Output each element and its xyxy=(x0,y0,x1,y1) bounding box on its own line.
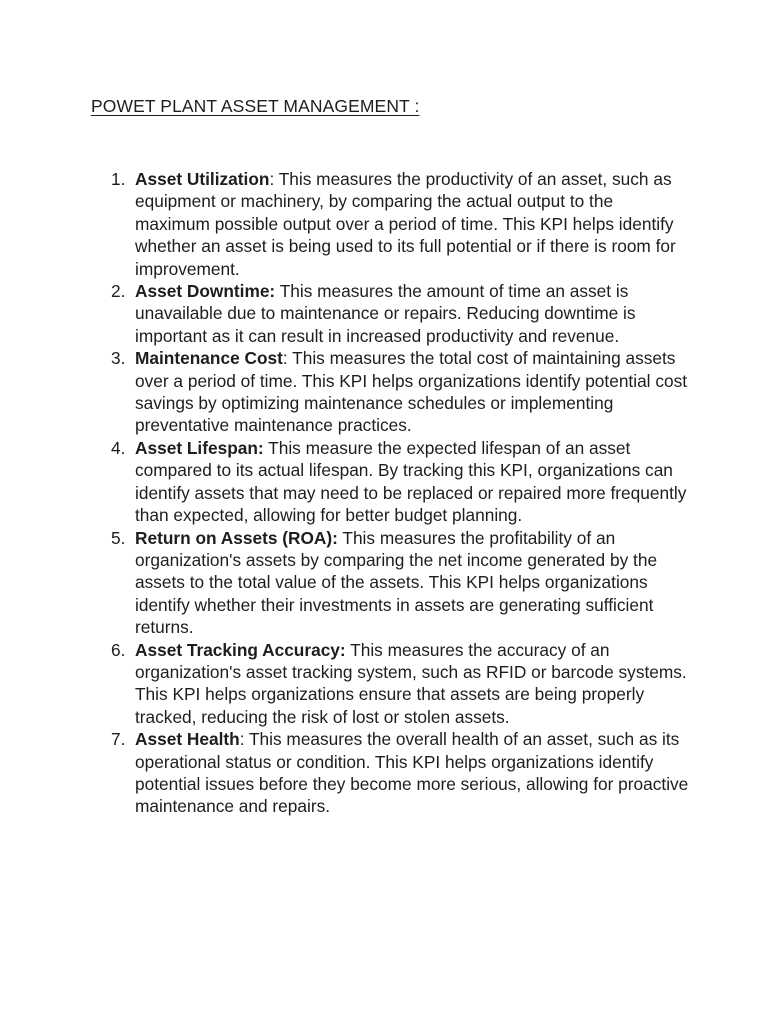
kpi-name: Asset Lifespan: xyxy=(135,437,264,458)
kpi-description: : This measures the overall health of an asset, such as its operational status or condition. This KPI helps organizations identify potential issues before they become more serious, allowing for proactive maintenance and repairs. xyxy=(135,729,689,817)
list-number: 5. xyxy=(111,527,126,548)
kpi-name: Maintenance Cost xyxy=(135,348,283,369)
document-title: POWET PLANT ASSET MANAGEMENT : xyxy=(91,96,420,116)
list-number: 2. xyxy=(111,281,126,302)
list-number: 7. xyxy=(111,729,126,750)
list-number: 1. xyxy=(111,169,126,189)
kpi-list xyxy=(111,168,691,818)
kpi-description: This measures the profitability of an organization's assets by comparing the net income generated by the assets to the total value of the assets. This KPI helps organizations identify whether their investments in assets are generating sufficient returns. xyxy=(135,527,658,638)
kpi-item-return-on-assets xyxy=(111,527,691,639)
kpi-item-asset-tracking-accuracy xyxy=(111,639,691,729)
kpi-description: : This measures the total cost of maintaining assets over a period of time. This KPI helps organizations identify potential cost savings by optimizing maintenance schedules or implementing preventative maintenance practices. xyxy=(135,348,688,436)
kpi-name: Asset Tracking Accuracy: xyxy=(135,639,346,660)
kpi-item-asset-lifespan xyxy=(111,437,691,527)
kpi-description: This measures the accuracy of an organization's asset tracking system, such as RFID or barcode systems. This KPI helps organizations ensure that assets are being properly tracked, reducing the risk of lost or stolen assets. xyxy=(135,639,687,727)
kpi-description: This measure the expected lifespan of an asset compared to its actual lifespan. By tracking this KPI, organizations can identify assets that may need to be replaced or repaired more frequently than expected, allowing for better budget planning. xyxy=(135,437,687,526)
kpi-description: This measures the amount of time an asset is unavailable due to maintenance or repairs. Reducing downtime is important as it can result in increased productivity and revenue. xyxy=(135,281,636,346)
kpi-name: Return on Assets (ROA): xyxy=(135,527,338,548)
kpi-item-maintenance-cost xyxy=(111,347,691,437)
list-number: 6. xyxy=(111,639,126,660)
kpi-item-asset-downtime xyxy=(111,280,691,347)
kpi-name: Asset Downtime: xyxy=(135,281,276,302)
kpi-name: Asset Utilization xyxy=(135,169,270,189)
kpi-item-asset-utilization xyxy=(111,168,691,280)
list-number: 3. xyxy=(111,348,126,369)
kpi-name: Asset Health xyxy=(135,729,240,750)
kpi-description: : This measures the productivity of an asset, such as equipment or machinery, by comparing the actual output to the maximum possible output over a period of time. This KPI helps identify whether an asset is being used to its full potential or if there is room for improvement. xyxy=(135,169,676,279)
kpi-item-asset-health xyxy=(111,728,691,818)
list-number: 4. xyxy=(111,437,126,458)
